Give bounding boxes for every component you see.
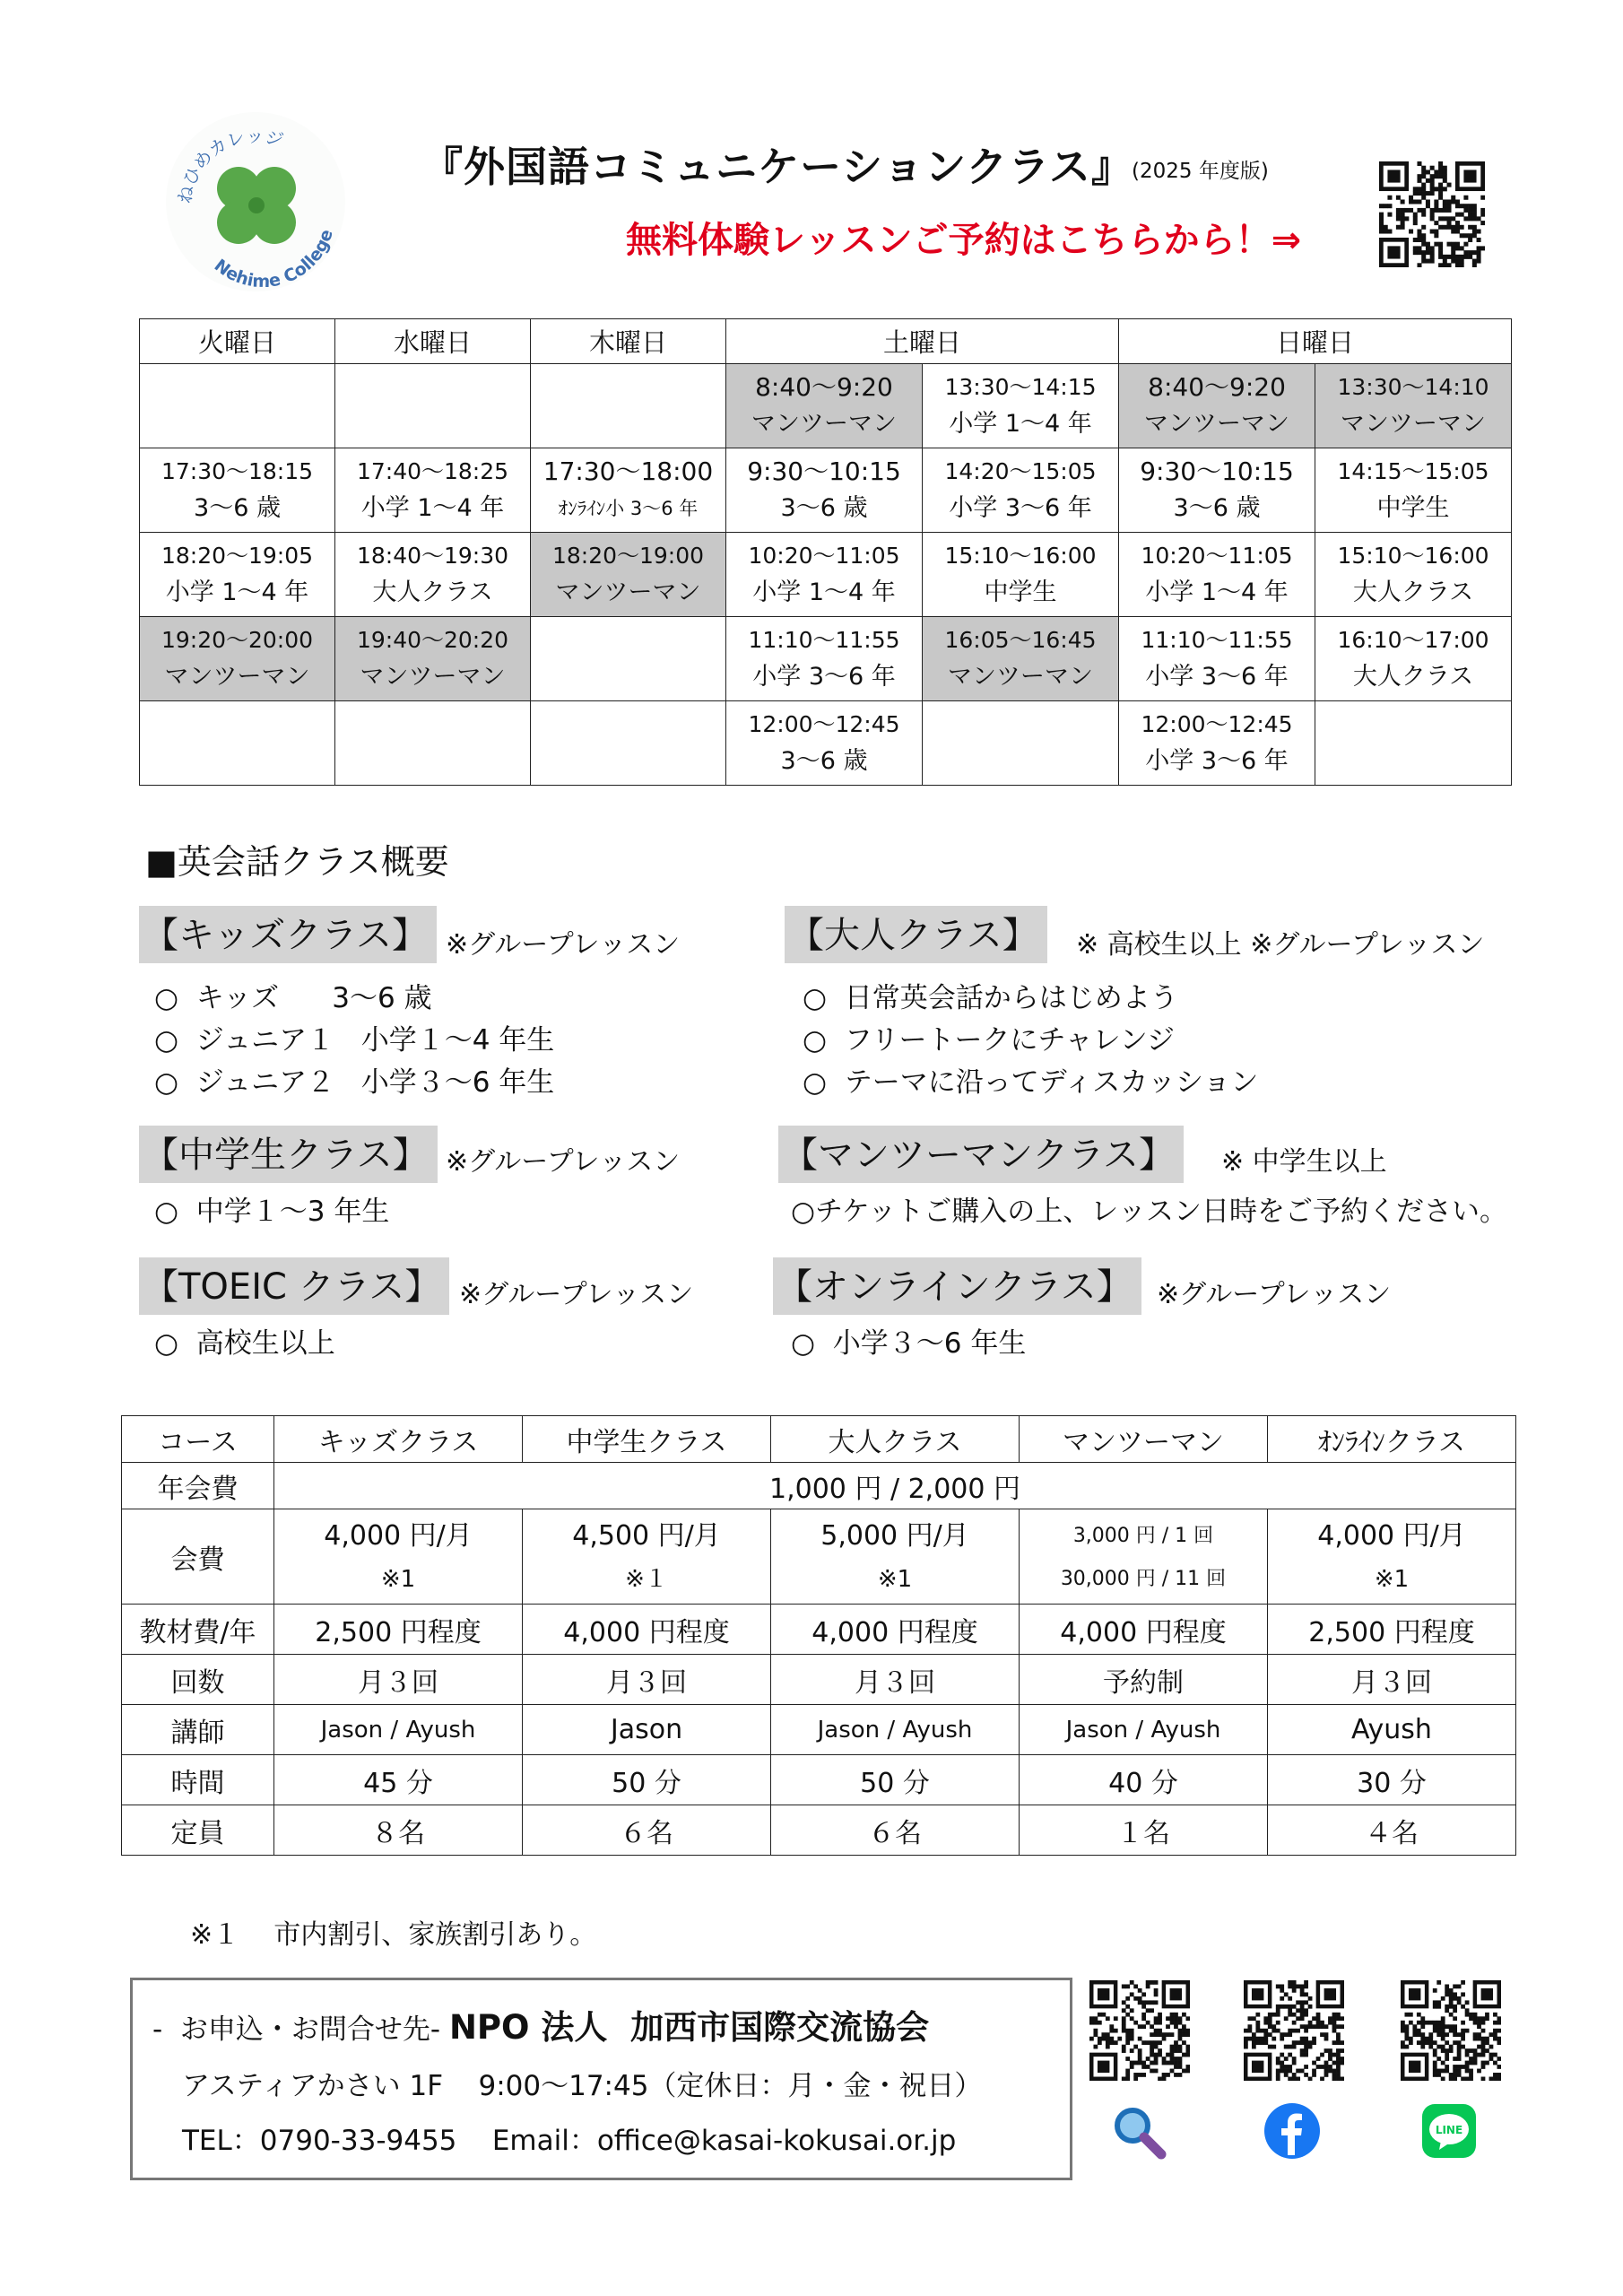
- fee-cell: 2,500 円程度: [1268, 1605, 1516, 1655]
- fee-cell: 40 分: [1020, 1755, 1268, 1805]
- slot-time: 15:10～16:00: [1337, 542, 1489, 569]
- slot-time: 11:10～11:55: [1141, 626, 1293, 653]
- fee-row-label: 会費: [122, 1509, 274, 1605]
- toeic-class-item: ○ 高校生以上: [154, 1327, 335, 1360]
- schedule-cell: [140, 448, 335, 533]
- fee-header-cell: キッズクラス: [274, 1416, 523, 1463]
- schedule-cell: [140, 617, 335, 701]
- schedule-row: [140, 448, 1512, 533]
- schedule-cell: [335, 364, 531, 448]
- schedule-cell: [726, 364, 923, 448]
- slot-class: 大人クラス: [372, 578, 493, 606]
- fee-cell: 月３回: [771, 1655, 1020, 1705]
- facebook-qr-code[interactable]: [1244, 1980, 1344, 2081]
- online-class-item: ○ 小学３～6 年生: [791, 1327, 1027, 1360]
- mantoman-class-item: ○チケットご購入の上、レッスン日時をご予約ください。: [791, 1196, 1507, 1228]
- contact-prefix: - お申込・お問合せ先-: [152, 2013, 441, 2046]
- fee-note: ※１: [625, 1565, 668, 1593]
- slot-time: 9:30～10:15: [747, 456, 901, 486]
- slot-class: マンツーマン: [1341, 409, 1487, 438]
- fee-cell: 30 分: [1268, 1755, 1516, 1805]
- fee-amount: 3,000 円 / 1 回: [1072, 1524, 1214, 1547]
- slot-time: 8:40～9:20: [1148, 371, 1286, 402]
- slot-class: マンツーマン: [555, 578, 701, 606]
- schedule-row: [140, 701, 1512, 786]
- fee-cell: 45 分: [274, 1755, 523, 1805]
- fee-cell: １名: [1020, 1805, 1268, 1856]
- fee-note: ※1: [877, 1565, 913, 1593]
- fee-cell: 50 分: [771, 1755, 1020, 1805]
- schedule-cell: [335, 448, 531, 533]
- schedule-row: [140, 533, 1512, 617]
- slot-class: 小学 3～6 年: [1145, 662, 1289, 691]
- online-class-tag: 【オンラインクラス】: [773, 1257, 1141, 1315]
- slot-class: 3～6 歳: [780, 493, 868, 522]
- fee-row: [122, 1755, 1516, 1805]
- fee-row-label: 年会費: [122, 1463, 274, 1509]
- fee-cell: ６名: [771, 1805, 1020, 1856]
- slot-class: 中学生: [984, 578, 1057, 606]
- slot-class: マンツーマン: [164, 662, 310, 691]
- fee-note: ※1: [380, 1565, 416, 1593]
- fee-row: [122, 1463, 1516, 1509]
- schedule-cell: [1315, 364, 1512, 448]
- fee-row-label: 回数: [122, 1655, 274, 1705]
- slot-class: 小学 3～6 年: [752, 662, 896, 691]
- kids-class-item: ○ ジュニア１ 小学１～4 年生: [154, 1024, 555, 1057]
- fee-note: ※1: [1374, 1565, 1410, 1593]
- schedule-cell: [726, 533, 923, 617]
- discount-footnote: ※１ 市内割引、家族割引あり。: [190, 1919, 597, 1951]
- page-title: 『外国語コミュニケーションクラス』: [421, 143, 1133, 191]
- slot-time: 13:30～14:15: [944, 373, 1097, 400]
- fee-cell: Jason / Ayush: [771, 1705, 1020, 1755]
- slot-time: 10:20～11:05: [1141, 542, 1293, 569]
- fee-header-cell: コース: [122, 1416, 274, 1463]
- fee-header-cell: マンツーマン: [1020, 1416, 1268, 1463]
- slot-class: マンツーマン: [360, 662, 506, 691]
- slot-time: 18:40～19:30: [356, 542, 509, 569]
- schedule-cell: [1119, 701, 1315, 786]
- schedule-cell: [923, 701, 1119, 786]
- fee-cell: 4,000 円程度: [771, 1605, 1020, 1655]
- kids-class-note: ※グループレッスン: [446, 929, 681, 961]
- slot-time: 18:20～19:05: [161, 542, 314, 569]
- schedule-cell: [1315, 701, 1512, 786]
- kids-class-item: ○ キッズ 3～6 歳: [154, 982, 432, 1014]
- slot-time: 10:20～11:05: [748, 542, 900, 569]
- slot-time: 19:40～20:20: [356, 626, 509, 653]
- slot-class: 大人クラス: [1352, 578, 1474, 606]
- slot-time: 16:10～17:00: [1337, 626, 1489, 653]
- schedule-cell: [335, 533, 531, 617]
- fee-cell: 予約制: [1020, 1655, 1268, 1705]
- schedule-cell: [335, 617, 531, 701]
- fee-cell: [1268, 1509, 1516, 1605]
- slot-time: 15:10～16:00: [944, 542, 1097, 569]
- fee-header-cell: 中学生クラス: [523, 1416, 771, 1463]
- line-qr-code[interactable]: [1401, 1980, 1501, 2081]
- fee-cell: [1020, 1509, 1268, 1605]
- fee-row: [122, 1805, 1516, 1856]
- fee-cell: 4,000 円程度: [523, 1605, 771, 1655]
- slot-class: 小学 3～6 年: [1145, 746, 1289, 775]
- schedule-cell: [140, 701, 335, 786]
- fee-cell: [771, 1509, 1020, 1605]
- schedule-cell: [1315, 533, 1512, 617]
- slot-class: 小学 1～4 年: [949, 409, 1092, 438]
- adult-class-note: ※ 高校生以上 ※グループレッスン: [1076, 929, 1485, 961]
- fee-row: [122, 1705, 1516, 1755]
- fee-amount: 4,500 円/月: [572, 1519, 721, 1552]
- fee-row: [122, 1605, 1516, 1655]
- fee-amount: 30,000 円 / 11 回: [1060, 1567, 1227, 1590]
- contact-address: アスティアかさい 1F 9:00～17:45（定休日：月・金・祝日）: [182, 2070, 983, 2102]
- slot-time: 12:00～12:45: [1141, 710, 1293, 737]
- kids-class-tag: 【キッズクラス】: [139, 906, 437, 963]
- slot-class: 大人クラス: [1352, 662, 1474, 691]
- junior-high-class-item: ○ 中学１～3 年生: [154, 1196, 390, 1228]
- line-icon[interactable]: [1421, 2103, 1477, 2159]
- slot-class: 小学 1～4 年: [752, 578, 896, 606]
- schedule-cell: [1315, 448, 1512, 533]
- day-header-saturday: 土曜日: [726, 319, 1119, 364]
- adult-class-item: ○ テーマに沿ってディスカッション: [803, 1066, 1259, 1099]
- slot-time: 17:30～18:00: [542, 456, 714, 486]
- schedule-cell: [335, 701, 531, 786]
- slot-class: ｵﾝﾗｲﾝ小 3～6 年: [558, 497, 699, 519]
- slot-class: 3～6 歳: [780, 746, 868, 775]
- schedule-cell: [726, 701, 923, 786]
- schedule-cell: [726, 617, 923, 701]
- fee-row-label: 講師: [122, 1705, 274, 1755]
- fee-cell: Jason: [523, 1705, 771, 1755]
- facebook-icon[interactable]: [1264, 2103, 1320, 2159]
- schedule-cell: [1119, 364, 1315, 448]
- junior-high-class-note: ※グループレッスン: [446, 1146, 681, 1178]
- slot-time: 11:10～11:55: [748, 626, 900, 653]
- svg-text:LINE: LINE: [1435, 2124, 1463, 2136]
- schedule-cell: [531, 448, 726, 533]
- edition-year: (2025 年度版): [1132, 160, 1269, 183]
- schedule-cell: [726, 448, 923, 533]
- svg-text:Nehime College: Nehime College: [210, 227, 337, 292]
- fee-row-label: 時間: [122, 1755, 274, 1805]
- fee-cell: [523, 1509, 771, 1605]
- fee-header-cell: ｵﾝﾗｲﾝクラス: [1268, 1416, 1516, 1463]
- contact-tel-email[interactable]: TEL：0790-33-9455 Email：office@kasai-kokusai.or.jp: [182, 2125, 957, 2157]
- toeic-class-note: ※グループレッスン: [459, 1279, 694, 1310]
- fee-cell: 4,000 円程度: [1020, 1605, 1268, 1655]
- slot-class: マンツーマン: [751, 409, 897, 438]
- adult-class-tag: 【大人クラス】: [785, 906, 1047, 963]
- fee-row: [122, 1655, 1516, 1705]
- slot-time: 9:30～10:15: [1140, 456, 1294, 486]
- toeic-class-tag: 【TOEIC クラス】: [139, 1257, 449, 1315]
- slot-time: 17:30～18:15: [161, 457, 314, 484]
- slot-time: 8:40～9:20: [755, 371, 893, 402]
- schedule-cell: [1315, 617, 1512, 701]
- fee-amount: 4,000 円/月: [1317, 1519, 1466, 1552]
- contact-heading: [152, 2000, 929, 2048]
- annual-fee-value: 1,000 円 / 2,000 円: [274, 1463, 1516, 1509]
- fee-cell: ４名: [1268, 1805, 1516, 1856]
- schedule-cell: [923, 364, 1119, 448]
- trial-lesson-link[interactable]: 無料体験レッスンご予約はこちらから！⇒: [626, 220, 1302, 261]
- slot-time: 12:00～12:45: [748, 710, 900, 737]
- slot-time: 13:30～14:10: [1337, 373, 1489, 400]
- slot-class: 3～6 歳: [194, 493, 281, 522]
- slot-time: 18:20～19:00: [551, 542, 705, 569]
- fee-cell: Jason / Ayush: [1020, 1705, 1268, 1755]
- mantoman-class-note: ※ 中学生以上: [1221, 1146, 1387, 1178]
- slot-time: 14:20～15:05: [944, 457, 1097, 484]
- fee-amount: 4,000 円/月: [324, 1519, 473, 1552]
- overview-section-title: ■英会話クラス概要: [145, 842, 449, 882]
- day-header-thursday: 木曜日: [531, 319, 726, 364]
- schedule-cell: [531, 364, 726, 448]
- schedule-cell: [1119, 617, 1315, 701]
- contact-box: [130, 1978, 1072, 2180]
- slot-time: 17:40～18:25: [356, 457, 509, 484]
- fee-cell: 2,500 円程度: [274, 1605, 523, 1655]
- schedule-row: [140, 617, 1512, 701]
- fee-cell: 月３回: [523, 1655, 771, 1705]
- fee-row-label: 教材費/年: [122, 1605, 274, 1655]
- schedule-cell: [923, 448, 1119, 533]
- fee-header-cell: 大人クラス: [771, 1416, 1020, 1463]
- slot-class: 中学生: [1376, 493, 1450, 522]
- schedule-cell: [1119, 533, 1315, 617]
- fee-cell: 月３回: [274, 1655, 523, 1705]
- mantoman-class-tag: 【マンツーマンクラス】: [778, 1126, 1184, 1183]
- website-qr-code[interactable]: [1089, 1980, 1190, 2081]
- junior-high-class-tag: 【中学生クラス】: [139, 1126, 438, 1183]
- fee-cell: Ayush: [1268, 1705, 1516, 1755]
- schedule-cell: [531, 617, 726, 701]
- online-class-note: ※グループレッスン: [1157, 1279, 1392, 1310]
- schedule-cell: [1119, 448, 1315, 533]
- fee-amount: 5,000 円/月: [820, 1519, 969, 1552]
- day-header-tuesday: 火曜日: [140, 319, 335, 364]
- slot-class: マンツーマン: [1144, 409, 1290, 438]
- slot-class: 小学 1～4 年: [360, 493, 505, 522]
- fee-row: [122, 1509, 1516, 1605]
- fee-table: [121, 1415, 1516, 1856]
- slot-class: 小学 3～6 年: [949, 493, 1092, 522]
- weekly-schedule-table: [139, 318, 1512, 786]
- schedule-cell: [140, 533, 335, 617]
- fee-row-label: 定員: [122, 1805, 274, 1856]
- fee-cell: ６名: [523, 1805, 771, 1856]
- day-header-sunday: 日曜日: [1119, 319, 1512, 364]
- kids-class-item: ○ ジュニア２ 小学３～6 年生: [154, 1066, 555, 1099]
- nehime-college-logo: [160, 106, 352, 299]
- schedule-header-row: [140, 319, 1512, 364]
- adult-class-item: ○ フリートークにチャレンジ: [803, 1024, 1176, 1057]
- schedule-cell: [923, 617, 1119, 701]
- svg-text:ねひめカレッジ: ねひめカレッジ: [173, 125, 286, 205]
- slot-class: 小学 1～4 年: [165, 578, 309, 606]
- fee-cell: Jason / Ayush: [274, 1705, 523, 1755]
- day-header-wednesday: 水曜日: [335, 319, 531, 364]
- fee-cell: [274, 1509, 523, 1605]
- fee-cell: 月３回: [1268, 1655, 1516, 1705]
- slot-class: 小学 1～4 年: [1145, 578, 1289, 606]
- schedule-cell: [531, 533, 726, 617]
- slot-time: 14:15～15:05: [1337, 457, 1489, 484]
- organization-name: NPO 法人 加西市国際交流協会: [448, 2008, 930, 2047]
- slot-class: 3～6 歳: [1173, 493, 1261, 522]
- search-icon[interactable]: [1111, 2104, 1163, 2156]
- adult-class-item: ○ 日常英会話からはじめよう: [803, 982, 1178, 1014]
- slot-time: 19:20～20:00: [161, 626, 314, 653]
- fee-cell: 50 分: [523, 1755, 771, 1805]
- schedule-cell: [140, 364, 335, 448]
- slot-class: マンツーマン: [948, 662, 1093, 691]
- schedule-row: [140, 364, 1512, 448]
- schedule-cell: [531, 701, 726, 786]
- fee-cell: ８名: [274, 1805, 523, 1856]
- schedule-cell: [923, 533, 1119, 617]
- slot-time: 16:05～16:45: [944, 626, 1097, 653]
- trial-qr-code[interactable]: [1379, 161, 1485, 267]
- fee-header-row: [122, 1416, 1516, 1463]
